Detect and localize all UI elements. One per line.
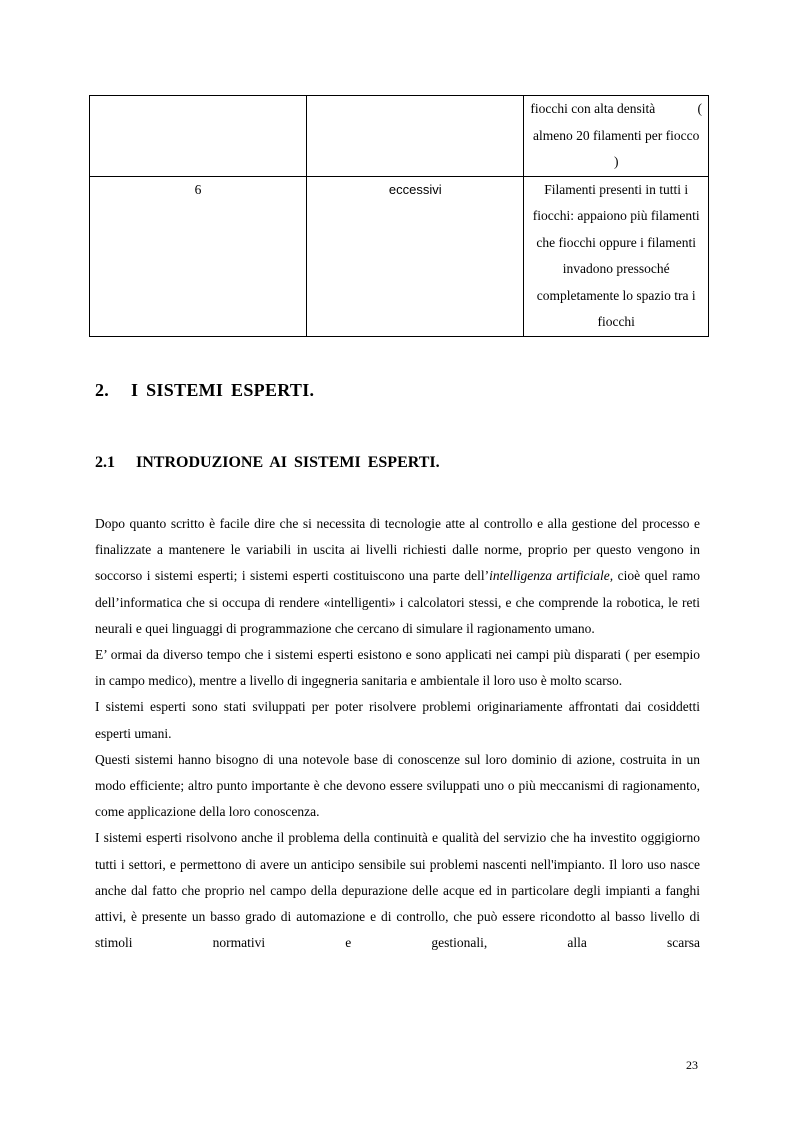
- table-cell-class: [90, 96, 307, 177]
- subsection-title: INTRODUZIONE AI SISTEMI ESPERTI.: [136, 454, 440, 471]
- paragraph: I sistemi esperti sono stati sviluppati per poter risolvere problemi originariamente affrontati dai cosiddetti esperti umani.: [95, 699, 700, 741]
- body-text: [95, 511, 700, 956]
- table-cell-detail: [524, 96, 709, 177]
- paragraph-text: cioè quel ramo dell’informatica che si occupa di rendere «intelligenti» i calcolatori stessi, e che comprende la robotica, le reti neurali e quei linguaggi di programmazione che cercano di simulare il ragionamento umano.: [95, 568, 700, 636]
- table-cell-paren: (: [697, 101, 702, 116]
- page-number: 23: [686, 1058, 698, 1072]
- italic-term: intelligenza artificiale,: [489, 568, 614, 584]
- table-row: [90, 96, 709, 177]
- table-cell-description: [307, 96, 524, 177]
- paragraph: Questi sistemi hanno bisogno di una notevole base di conoscenze sul loro dominio di azione, costruita in un modo efficiente; altro punto importante è che devono essere sviluppati uno o più meccanismi di ragionamento, come applicazione della loro conoscenza.: [95, 751, 700, 820]
- table-cell-text: fiocchi con alta densità: [530, 101, 656, 116]
- table-cell-detail: Filamenti presenti in tutti i fiocchi: appaiono più filamenti che fiocchi oppure i filamenti invadono pressoché completamente lo spazio tra i fiocchi: [524, 176, 709, 336]
- section-heading: [95, 380, 314, 401]
- subsection-heading: [95, 454, 440, 472]
- table-row: [90, 176, 709, 336]
- paragraph: E’ ormai da diverso tempo che i sistemi esperti esistono e sono applicati nei campi più disparati ( per esempio in campo medico), mentre a livello di ingegneria sanitaria e ambientale il loro uso è molto scarso.: [95, 647, 700, 689]
- filament-table: [89, 95, 709, 337]
- table-cell-first-line: [530, 96, 702, 123]
- paragraph: [95, 511, 700, 642]
- section-title: I SISTEMI ESPERTI.: [131, 380, 315, 400]
- paragraph: I sistemi esperti risolvono anche il problema della continuità e qualità del servizio che ha investito oggigiorno tutti i settori, e permettono di avere un anticipo sensibile sui problemi nascenti nell'impianto. Il loro uso nasce anche dal fatto che proprio nel campo della depurazione delle acque ed in particolare degli impianti a fanghi attivi, è presente un basso grado di automazione e di controllo, che può essere ricondotto al basso livello di stimoli normativi e gestionali, alla scarsa: [95, 830, 700, 951]
- table-cell-class: 6: [90, 176, 307, 336]
- table-cell-text: almeno 20 filamenti per fiocco ): [532, 127, 700, 169]
- subsection-number: 2.1: [95, 454, 115, 471]
- table-cell-description: eccessivi: [307, 176, 524, 336]
- paragraph-text: Dopo quanto scritto è facile dire che si necessita di tecnologie atte al controllo e alla gestione del processo e finalizzate a mantenere le variabili in uscita ai livelli richiesti dalle norme, proprio per questo vengono in soccorso i sistemi esperti; i sistemi esperti costituiscono una parte dell’: [95, 516, 700, 584]
- section-number: 2.: [95, 380, 110, 400]
